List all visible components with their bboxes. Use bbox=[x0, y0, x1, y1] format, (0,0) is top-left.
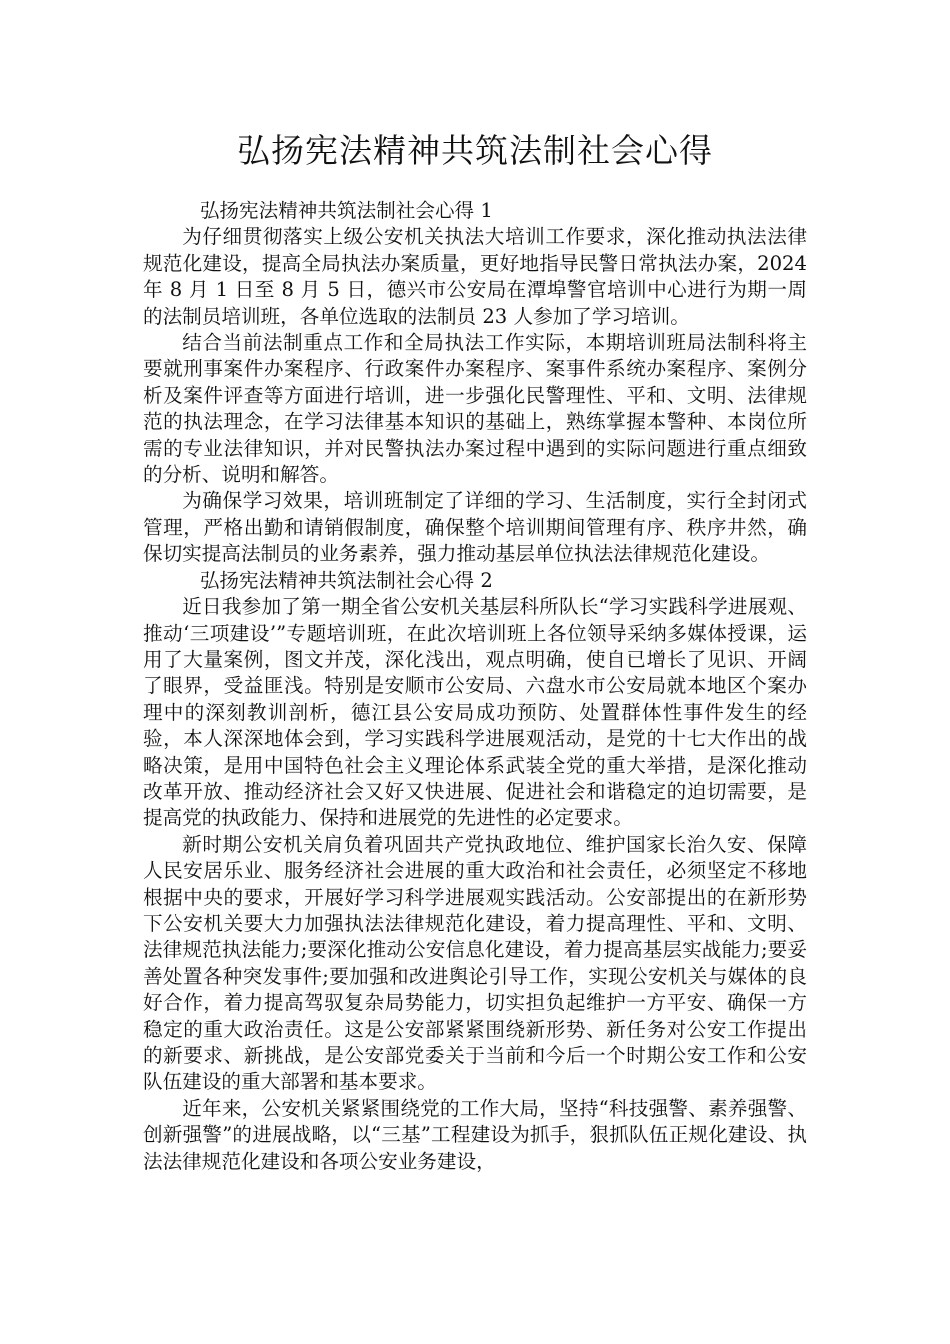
document-page bbox=[143, 128, 807, 1175]
document-body bbox=[143, 198, 807, 1175]
paragraph: 近年来，公安机关紧紧围绕党的工作大局，坚持“科技强警、素养强警、创新强警”的进展战略，以“三基”工程建设为抓手，狠抓队伍正规化建设、执法法律规范化建设和各项公安业务建设， bbox=[143, 1096, 807, 1173]
paragraph: 为仔细贯彻落实上级公安机关执法大培训工作要求，深化推动执法法律规范化建设，提高全局执法办案质量，更好地指导民警日常执法办案，2024 年 8 月 1 日至 8 月 5 日，德兴市公安局在潭埠警官培训中心进行为期一周的法制员培训班，各单位选取的法制员 23 人参加了学习培训。 bbox=[143, 225, 807, 328]
paragraph: 近日我参加了第一期全省公安机关基层科所队长“学习实践科学进展观、推动‘三项建设’”专题培训班，在此次培训班上各位领导采纳多媒体授课，运用了大量案例，图文并茂，深化浅出，观点明确，使自已增长了见识、开阔了眼界，受益匪浅。特别是安顺市公安局、六盘水市公安局就本地区个案办理中的深刻教训剖析，德江县公安局成功预防、处置群体性事件发生的经验，本人深深地体会到，学习实践科学进展观活动，是党的十七大作出的战略决策，是用中国特色社会主义理论体系武装全党的重大举措，是深化推动改革开放、推动经济社会又好又快进展、促进社会和谐稳定的迫切需要，是提高党的执政能力、保持和进展党的先进性的必定要求。 bbox=[143, 595, 807, 830]
document-title: 弘扬宪法精神共筑法制社会心得 bbox=[237, 131, 713, 170]
paragraph: 新时期公安机关肩负着巩固共产党执政地位、维护国家长治久安、保障人民安居乐业、服务经济社会进展的重大政治和社会责任，必须坚定不移地根据中央的要求，开展好学习科学进展观实践活动。公安部提出的在新形势下公安机关要大力加强执法法律规范化建设，着力提高理性、平和、文明、法律规范执法能力;要深化推动公安信息化建设，着力提高基层实战能力;要妥善处置各种突发事件;要加强和改进舆论引导工作，实现公安机关与媒体的良好合作，着力提高驾驭复杂局势能力，切实担负起维护一方平安、确保一方稳定的重大政治责任。这是公安部紧紧围绕新形势、新任务对公安工作提出的新要求、新挑战，是公安部党委关于当前和今后一个时期公安工作和公安队伍建设的重大部署和基本要求。 bbox=[143, 832, 807, 1094]
section-heading-1: 弘扬宪法精神共筑法制社会心得 1 bbox=[199, 199, 493, 222]
section-heading-2: 弘扬宪法精神共筑法制社会心得 2 bbox=[199, 568, 493, 592]
paragraph: 结合当前法制重点工作和全局执法工作实际，本期培训班局法制科将主要就刑事案件办案程序、行政案件办案程序、案事件系统办案程序、案例分析及案件评查等方面进行培训，进一步强化民警理性、平和、文明、法律规范的执法理念，在学习法律基本知识的基础上，熟练掌握本警种、本岗位所需的专业法律知识，并对民警执法办案过程中遇到的实际问题进行重点细致的分析、说明和解答。 bbox=[143, 331, 807, 487]
paragraph: 为确保学习效果，培训班制定了详细的学习、生活制度，实行全封闭式管理，严格出勤和请销假制度，确保整个培训期间管理有序、秩序井然，确保切实提高法制员的业务素养，强力推动基层单位执法法律规范化建设。 bbox=[143, 489, 807, 566]
